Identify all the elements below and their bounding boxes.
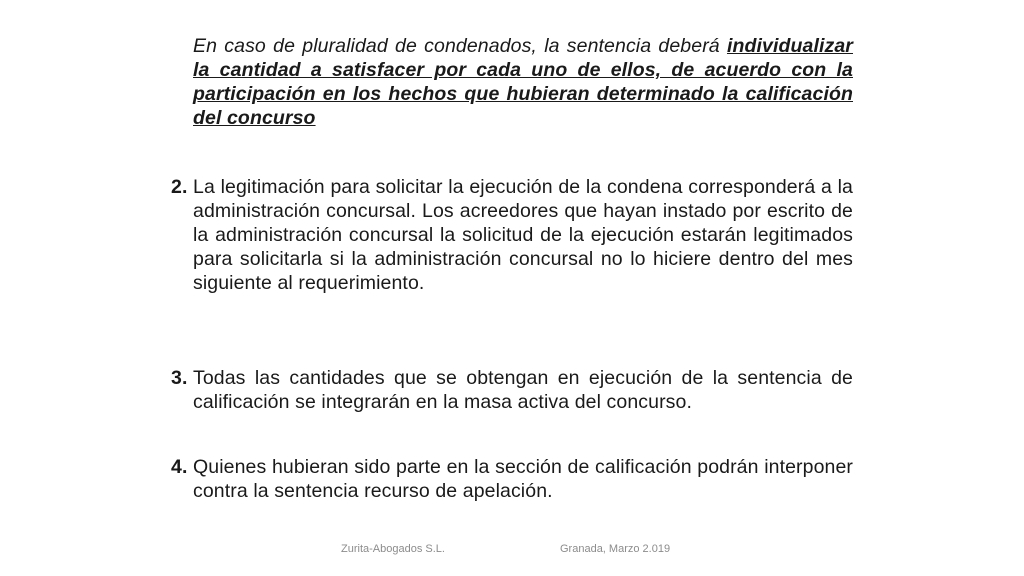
paragraph-number: 3. (171, 367, 188, 389)
paragraph-emphasis-text: individualizar la cantidad a satisfacer por cada uno de ellos, de acuerdo con la participación en los hechos que hubieran determinado la calificación del concurso (193, 35, 853, 129)
paragraph-number: 4. (171, 456, 188, 478)
paragraph-4 (171, 455, 853, 503)
footer-firm-name: Zurita-Abogados S.L. (341, 543, 445, 555)
paragraph-3 (171, 366, 853, 414)
footer-date: Granada, Marzo 2.019 (560, 543, 671, 555)
paragraph-intro-text: En caso de pluralidad de condenados, la sentencia deberá (193, 35, 727, 57)
paragraph-number: 2. (171, 176, 188, 198)
paragraph-text: Todas las cantidades que se obtengan en ejecución de la sentencia de calificación se integrarán en la masa activa del concurso. (193, 367, 853, 413)
paragraph-text: La legitimación para solicitar la ejecución de la condena corresponderá a la administración concursal. Los acreedores que hayan instado por escrito de la administración concursal la solicitud de la ejecución estarán legitimados para solicitarla si la administración concursal no lo hiciere dentro del mes siguiente al requerimiento. (193, 176, 853, 294)
paragraph-pluralidad (193, 34, 853, 130)
paragraph-2 (171, 175, 853, 295)
paragraph-text: Quienes hubieran sido parte en la sección de calificación podrán interponer contra la sentencia recurso de apelación. (193, 456, 853, 502)
